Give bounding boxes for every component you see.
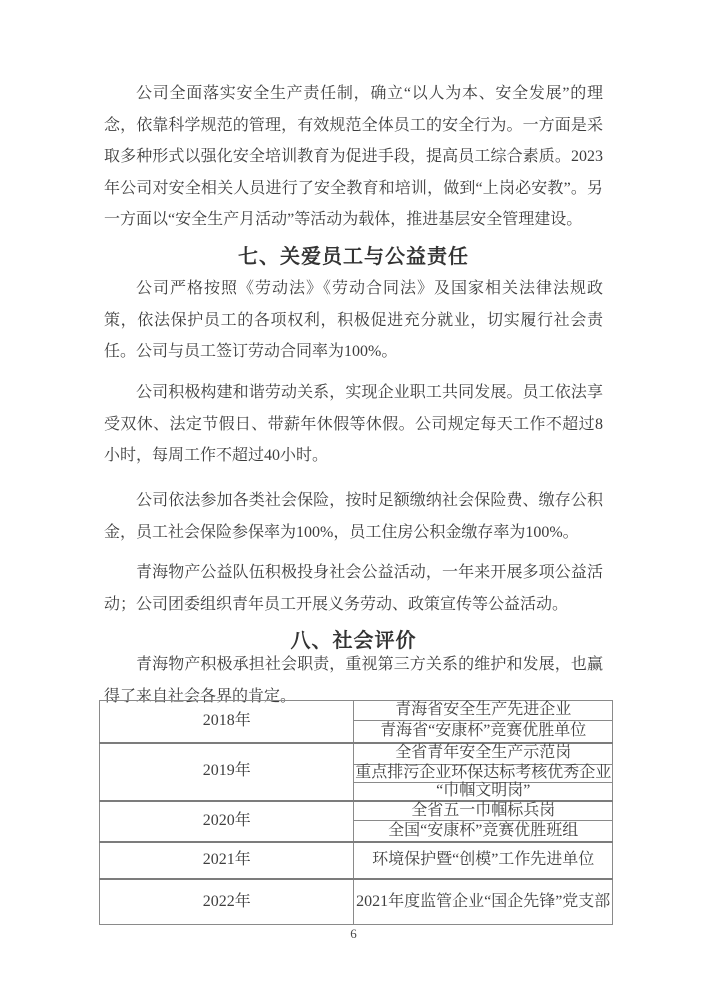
award-cell: 全省青年安全生产示范岗 — [354, 743, 613, 765]
awards-table — [99, 700, 613, 925]
page-number: 6 — [350, 926, 357, 941]
table-row — [100, 701, 613, 721]
award-cell: 重点排污企业环保达标考核优秀企业 — [355, 764, 612, 782]
award-cell: 全国“安康杯”竞赛优胜班组 — [354, 821, 613, 842]
award-cell: 青海省安全生产先进企业 — [354, 701, 613, 721]
table-row — [100, 842, 613, 879]
award-cell: 2021年度监管企业“国企先锋”党支部 — [354, 879, 613, 925]
paragraph-labor-law: 公司严格按照《劳动法》《劳动合同法》及国家相关法律法规政策，依法保护员工的各项权利，积极促进充分就业，切实履行社会责任。公司与员工签订劳动合同率为100%。 — [104, 280, 603, 360]
year-cell: 2021年 — [100, 842, 354, 879]
table-row — [100, 879, 613, 925]
award-cell: 环境保护暨“创模”工作先进单位 — [354, 842, 613, 879]
year-cell: 2020年 — [100, 801, 354, 842]
table-row — [100, 801, 613, 821]
paragraph-work-hours: 公司积极构建和谐劳动关系，实现企业职工共同发展。员工依法享受双休、法定节假日、带薪年休假等休假。公司规定每天工作不超过8小时，每周工作不超过40小时。 — [104, 384, 603, 464]
paragraph-safety-responsibility: 公司全面落实安全生产责任制，确立“以人为本、安全发展”的理念，依靠科学规范的管理，有效规范全体员工的安全行为。一方面是采取多种形式以强化安全培训教育为促进手段，提高员工综合素质。2023年公司对安全相关人员进行了安全教育和培训，做到“上岗必安教”。另一方面以“安全生产月活动”等活动为载体，推进基层安全管理建设。 — [104, 85, 603, 228]
award-cell: 青海省“安康杯”竞赛优胜单位 — [354, 721, 613, 743]
year-cell: 2022年 — [100, 879, 354, 925]
paragraph-social-evaluation: 青海物产积极承担社会职责，重视第三方关系的维护和发展，也赢得了来自社会各界的肯定。 — [104, 656, 603, 705]
award-cell: 全省五一巾帼标兵岗 — [354, 801, 613, 821]
section-heading-8: 八、社会评价 — [290, 630, 417, 652]
award-cell: “巾帼文明岗” — [354, 783, 613, 801]
section-heading-7: 七、关爱员工与公益责任 — [238, 246, 469, 268]
paragraph-charity: 青海物产公益队伍积极投身社会公益活动，一年来开展多项公益活动；公司团委组织青年员工开展义务劳动、政策宣传等公益活动。 — [104, 564, 603, 613]
table-row — [100, 743, 613, 765]
year-cell: 2019年 — [100, 743, 354, 801]
paragraph-social-insurance: 公司依法参加各类社会保险，按时足额缴纳社会保险费、缴存公积金，员工社会保险参保率为100%，员工住房公积金缴存率为100%。 — [104, 492, 603, 541]
year-cell: 2018年 — [100, 701, 354, 743]
